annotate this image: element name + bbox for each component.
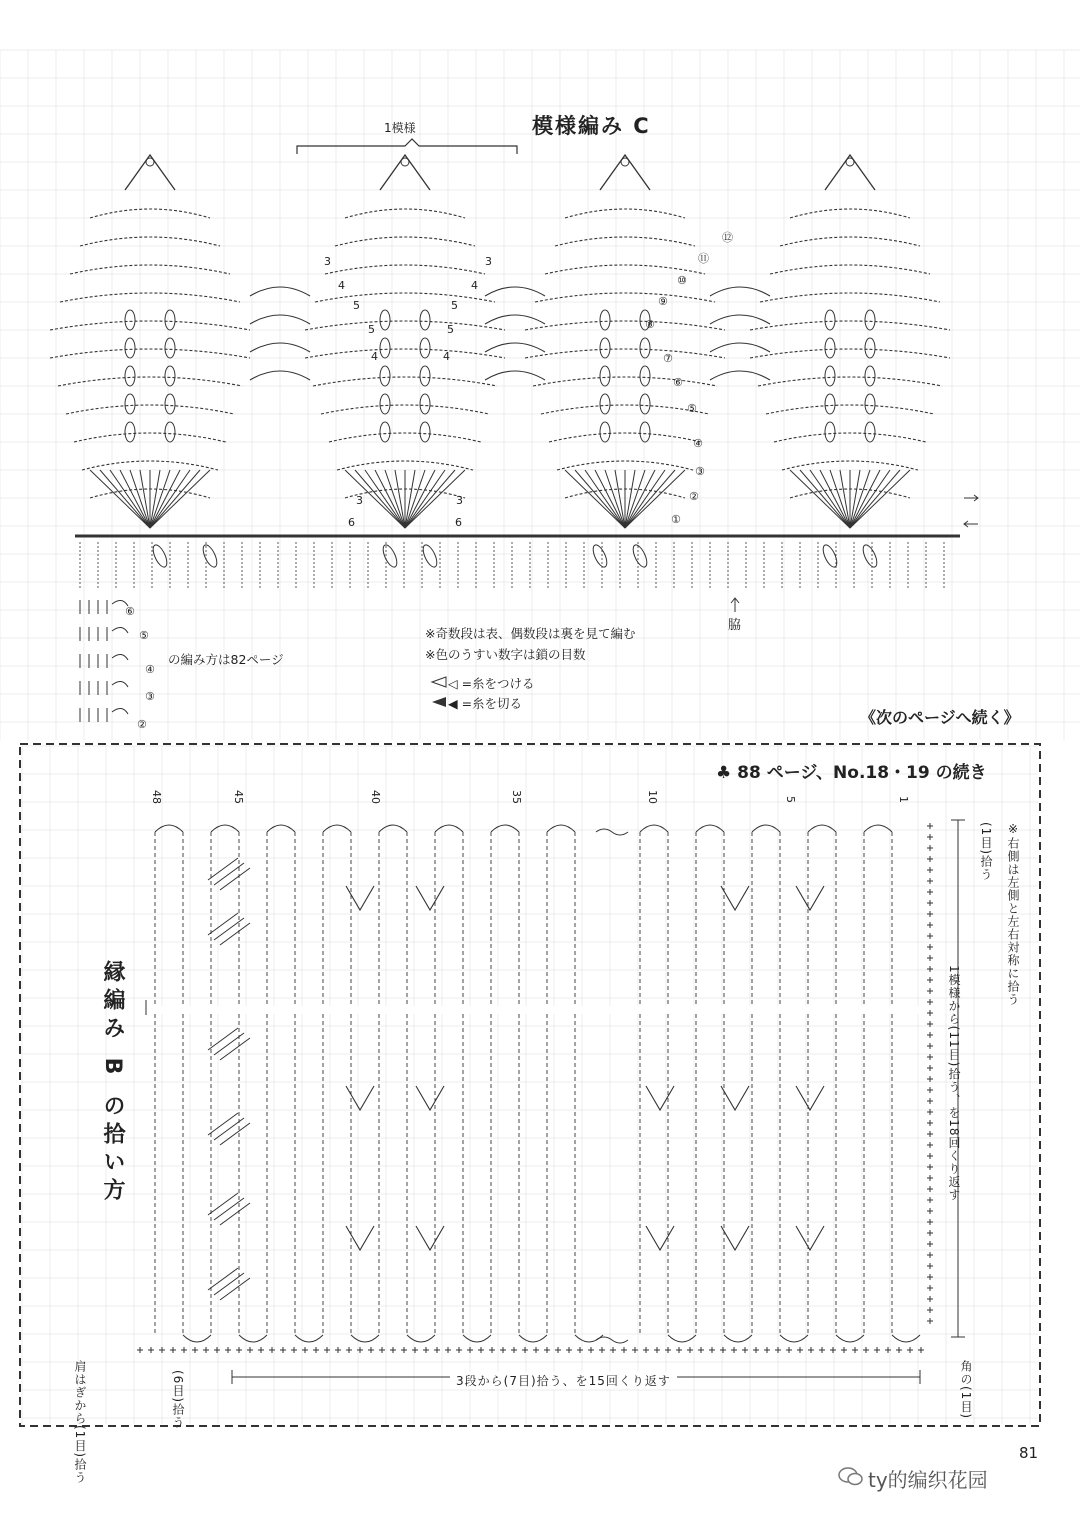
- continuation-heading: ♣ 88 ページ、No.18・19 の続き: [716, 763, 987, 783]
- single-crochet-mark: [927, 922, 933, 928]
- v-stitch: [416, 1086, 444, 1110]
- single-crochet-mark: [654, 1347, 660, 1353]
- hatched-cluster: [208, 1028, 250, 1060]
- chain-count: 5: [368, 323, 375, 336]
- single-crochet-mark: [927, 1208, 933, 1214]
- v-stitch: [796, 1226, 824, 1250]
- single-crochet-mark: [927, 1241, 933, 1247]
- column-number: 5: [784, 796, 797, 803]
- note-odd-even-rows: ※奇数段は表、偶数段は裏を見て編む: [425, 626, 636, 641]
- row-number: ⑧: [645, 318, 655, 331]
- single-crochet-mark: [927, 1318, 933, 1324]
- single-crochet-mark: [192, 1347, 198, 1353]
- chain-count: 3: [324, 255, 331, 268]
- single-crochet-mark: [927, 944, 933, 950]
- see-page-note: の編み方は82ページ: [168, 652, 284, 667]
- turning-chain: [724, 1335, 752, 1342]
- single-crochet-mark: [720, 1347, 726, 1353]
- single-crochet-mark: [927, 955, 933, 961]
- sample-row-number: ④: [145, 663, 155, 676]
- single-crochet-mark: [434, 1347, 440, 1353]
- single-crochet-mark: [610, 1347, 616, 1353]
- turning-chain: [892, 1335, 920, 1342]
- single-crochet-mark: [731, 1347, 737, 1353]
- single-crochet-mark: [566, 1347, 572, 1353]
- row-number: ⑦: [663, 352, 673, 365]
- single-crochet-mark: [401, 1347, 407, 1353]
- hatched-cluster: [208, 913, 250, 945]
- graph-paper-grid: [22, 746, 1038, 1424]
- chain-count: 4: [338, 279, 345, 292]
- single-crochet-mark: [621, 1347, 627, 1353]
- right-repeat-note: 1模様から(11目)拾う、を18回くり返す: [947, 965, 961, 1202]
- chain-count: 5: [353, 299, 360, 312]
- turning-chain: [183, 1335, 211, 1342]
- single-crochet-mark: [927, 867, 933, 873]
- column-number: 48: [150, 790, 163, 804]
- turning-chain: [239, 1335, 267, 1342]
- v-stitch: [346, 886, 374, 910]
- single-crochet-mark: [927, 1120, 933, 1126]
- hatched-cluster: [208, 858, 250, 890]
- single-crochet-mark: [808, 1347, 814, 1353]
- sample-row-number: ②: [137, 718, 147, 731]
- single-crochet-mark: [927, 878, 933, 884]
- symmetry-note: ※右側は左側と左右対称に拾う: [1006, 822, 1020, 1006]
- turning-chain: [323, 825, 351, 832]
- single-crochet-mark: [467, 1347, 473, 1353]
- chain-count: 4: [443, 350, 450, 363]
- column-number: 1: [897, 796, 910, 803]
- v-stitch: [346, 1226, 374, 1250]
- single-crochet-mark: [927, 1054, 933, 1060]
- turning-chain: [211, 825, 239, 832]
- v-stitch: [646, 1226, 674, 1250]
- single-crochet-mark: [159, 1347, 165, 1353]
- row-number: ①: [671, 513, 681, 526]
- single-crochet-mark: [927, 1186, 933, 1192]
- single-crochet-mark: [247, 1347, 253, 1353]
- v-stitch: [416, 886, 444, 910]
- single-crochet-mark: [927, 1087, 933, 1093]
- single-crochet-mark: [335, 1347, 341, 1353]
- single-crochet-mark: [214, 1347, 220, 1353]
- chain-count: 4: [371, 350, 378, 363]
- single-crochet-mark: [478, 1347, 484, 1353]
- single-crochet-mark: [852, 1347, 858, 1353]
- turning-chain: [864, 825, 892, 832]
- single-crochet-mark: [863, 1347, 869, 1353]
- single-crochet-mark: [927, 1252, 933, 1258]
- sample-row-number: ⑤: [139, 629, 149, 642]
- single-crochet-mark: [709, 1347, 715, 1353]
- single-crochet-mark: [927, 1032, 933, 1038]
- row-number: ⑪: [698, 252, 709, 265]
- single-crochet-mark: [927, 1219, 933, 1225]
- single-crochet-mark: [555, 1347, 561, 1353]
- turning-chain: [295, 1335, 323, 1342]
- single-crochet-mark: [927, 1197, 933, 1203]
- single-crochet-mark: [927, 977, 933, 983]
- continued-next-page: 《次のページへ続く》: [860, 708, 1020, 727]
- single-crochet-mark: [927, 1296, 933, 1302]
- single-crochet-mark: [302, 1347, 308, 1353]
- single-crochet-mark: [927, 1274, 933, 1280]
- single-crochet-mark: [346, 1347, 352, 1353]
- single-crochet-mark: [797, 1347, 803, 1353]
- single-crochet-mark: [927, 1175, 933, 1181]
- single-crochet-mark: [927, 933, 933, 939]
- single-crochet-mark: [841, 1347, 847, 1353]
- single-crochet-mark: [927, 999, 933, 1005]
- single-crochet-mark: [137, 1347, 143, 1353]
- repeat-label: 1模様: [384, 121, 416, 135]
- v-stitch: [346, 1086, 374, 1110]
- row-number: ④: [693, 437, 703, 450]
- chain-count: 5: [447, 323, 454, 336]
- single-crochet-mark: [225, 1347, 231, 1353]
- hatched-cluster: [208, 1268, 250, 1300]
- turning-chain: [379, 825, 407, 832]
- turning-chain: [267, 825, 295, 832]
- legend-attach-yarn: ◁ =糸をつける: [448, 676, 535, 691]
- chart-title: 模様編み C: [532, 114, 651, 138]
- six-stitch-note: (6目)拾う: [171, 1370, 185, 1429]
- turning-chain: [463, 1335, 491, 1342]
- single-crochet-mark: [927, 845, 933, 851]
- turning-chain: [668, 1335, 696, 1342]
- row-number: ②: [689, 490, 699, 503]
- column-number: 35: [510, 790, 523, 804]
- single-crochet-mark: [786, 1347, 792, 1353]
- chain-count: 3: [485, 255, 492, 268]
- single-crochet-mark: [927, 1098, 933, 1104]
- single-crochet-mark: [258, 1347, 264, 1353]
- chain-count: 3: [356, 494, 363, 507]
- turning-chain: [491, 825, 519, 832]
- single-crochet-mark: [533, 1347, 539, 1353]
- single-crochet-mark: [324, 1347, 330, 1353]
- single-crochet-mark: [927, 1076, 933, 1082]
- single-crochet-mark: [927, 889, 933, 895]
- single-crochet-mark: [874, 1347, 880, 1353]
- single-crochet-mark: [148, 1347, 154, 1353]
- single-crochet-mark: [927, 911, 933, 917]
- note-chain-count: ※色のうすい数字は鎖の目数: [425, 647, 586, 662]
- single-crochet-mark: [445, 1347, 451, 1353]
- row-number: ③: [695, 465, 705, 478]
- single-crochet-mark: [918, 1347, 924, 1353]
- watermark-text: ty的编织花园: [868, 1468, 988, 1492]
- single-crochet-mark: [522, 1347, 528, 1353]
- single-crochet-mark: [632, 1347, 638, 1353]
- single-crochet-mark: [927, 988, 933, 994]
- bottom-repeat-note: 3段から(7目)拾う、を15回くり返す: [450, 1372, 677, 1389]
- chain-count: 4: [471, 279, 478, 292]
- single-crochet-mark: [927, 966, 933, 972]
- single-crochet-mark: [544, 1347, 550, 1353]
- first-stitch-note: (1目)拾う: [979, 822, 993, 881]
- turning-chain: [780, 1335, 808, 1342]
- single-crochet-mark: [927, 900, 933, 906]
- single-crochet-mark: [753, 1347, 759, 1353]
- single-crochet-mark: [907, 1347, 913, 1353]
- turning-chain: [435, 825, 463, 832]
- single-crochet-mark: [412, 1347, 418, 1353]
- single-crochet-mark: [927, 1153, 933, 1159]
- single-crochet-mark: [291, 1347, 297, 1353]
- single-crochet-mark: [819, 1347, 825, 1353]
- v-stitch: [721, 1226, 749, 1250]
- single-crochet-mark: [927, 1142, 933, 1148]
- single-crochet-mark: [927, 1307, 933, 1313]
- single-crochet-mark: [368, 1347, 374, 1353]
- chain-count: 6: [348, 516, 355, 529]
- edging-title: 縁編み B の拾い方: [100, 960, 125, 1207]
- single-crochet-mark: [927, 1043, 933, 1049]
- single-crochet-mark: [489, 1347, 495, 1353]
- row-number: ⑤: [687, 402, 697, 415]
- hatched-cluster: [208, 1193, 250, 1225]
- row-number: ⑩: [677, 274, 687, 287]
- single-crochet-mark: [181, 1347, 187, 1353]
- row-number: ⑥: [673, 376, 683, 389]
- turning-chain: [752, 825, 780, 832]
- hatched-cluster: [208, 1113, 250, 1145]
- dashed-frame: [20, 744, 1040, 1426]
- single-crochet-mark: [676, 1347, 682, 1353]
- single-crochet-mark: [500, 1347, 506, 1353]
- turning-chain: [155, 825, 183, 832]
- turning-chain: [547, 825, 575, 832]
- v-stitch: [646, 1086, 674, 1110]
- turning-chain: [696, 825, 724, 832]
- single-crochet-mark: [588, 1347, 594, 1353]
- stitch-symbols: [137, 823, 940, 1353]
- single-crochet-mark: [313, 1347, 319, 1353]
- single-crochet-mark: [236, 1347, 242, 1353]
- v-stitch: [796, 1086, 824, 1110]
- turning-chain: [640, 825, 668, 832]
- chain-count: 5: [451, 299, 458, 312]
- single-crochet-mark: [830, 1347, 836, 1353]
- row-number: ⑨: [658, 295, 668, 308]
- turning-chain: [836, 1335, 864, 1342]
- single-crochet-mark: [896, 1347, 902, 1353]
- single-crochet-mark: [687, 1347, 693, 1353]
- single-crochet-mark: [927, 1263, 933, 1269]
- column-number: 10: [646, 790, 659, 804]
- single-crochet-mark: [423, 1347, 429, 1353]
- v-stitch: [796, 886, 824, 910]
- single-crochet-mark: [927, 1131, 933, 1137]
- column-number: 45: [232, 790, 245, 804]
- single-crochet-mark: [775, 1347, 781, 1353]
- page-number: 81: [1019, 1444, 1039, 1462]
- single-crochet-mark: [511, 1347, 517, 1353]
- turning-chain: [808, 825, 836, 832]
- side-label: 脇: [728, 618, 742, 633]
- single-crochet-mark: [698, 1347, 704, 1353]
- single-crochet-mark: [599, 1347, 605, 1353]
- turning-chain: [351, 1335, 379, 1342]
- single-crochet-mark: [203, 1347, 209, 1353]
- column-number: 40: [369, 790, 382, 804]
- turning-chain: [519, 1335, 547, 1342]
- row-number: ⑫: [722, 231, 733, 244]
- single-crochet-mark: [379, 1347, 385, 1353]
- single-crochet-mark: [764, 1347, 770, 1353]
- single-crochet-mark: [927, 823, 933, 829]
- single-crochet-mark: [927, 1065, 933, 1071]
- turning-chain: [407, 1335, 435, 1342]
- single-crochet-mark: [927, 1285, 933, 1291]
- single-crochet-mark: [456, 1347, 462, 1353]
- chain-count: 6: [455, 516, 462, 529]
- break-mark: [596, 1337, 628, 1343]
- single-crochet-mark: [927, 834, 933, 840]
- wechat-icon: [838, 1466, 864, 1488]
- v-stitch: [721, 1086, 749, 1110]
- legend-cut-yarn: ◀ =糸を切る: [448, 696, 523, 711]
- sample-row-number: ③: [145, 690, 155, 703]
- v-stitch: [416, 1226, 444, 1250]
- single-crochet-mark: [280, 1347, 286, 1353]
- single-crochet-mark: [927, 856, 933, 862]
- corner-note: 角の(1目): [959, 1360, 973, 1419]
- single-crochet-mark: [643, 1347, 649, 1353]
- shoulder-seam-note: 肩はぎから(1目)拾う: [73, 1360, 87, 1484]
- sample-row-number: ⑥: [125, 605, 135, 618]
- single-crochet-mark: [170, 1347, 176, 1353]
- chain-count: 3: [456, 494, 463, 507]
- single-crochet-mark: [390, 1347, 396, 1353]
- single-crochet-mark: [927, 1230, 933, 1236]
- single-crochet-mark: [927, 1164, 933, 1170]
- v-stitch: [721, 886, 749, 910]
- single-crochet-mark: [742, 1347, 748, 1353]
